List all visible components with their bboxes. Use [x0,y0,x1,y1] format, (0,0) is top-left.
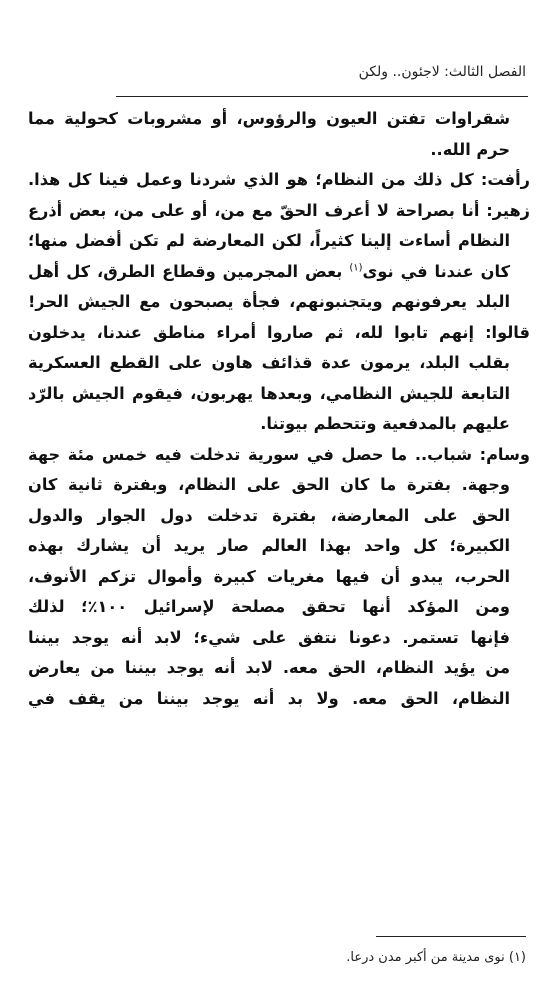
text-line: قالوا: إنهم تابوا لله، ثم صاروا أمراء مناطق عندنا، يدخلون [28,322,530,342]
header-rule [116,96,528,97]
text-line-with-footnote [28,257,530,288]
text-line: النظام أساءت إلينا كثيراً، لكن المعارضة لم تكن أفضل منها؛ [28,231,510,250]
text-line: ومن المؤكد أنها تحقق مصلحة لإسرائيل ١٠٠٪؛ لذلك [28,597,510,616]
text-line: وسام: شباب.. ما حصل في سورية تدخلت فيه خمس مئة جهة [28,444,530,464]
text-line: زهير: أنا بصراحة لا أعرف الحقّ مع من، أو على من، بعض أذرع [28,200,530,220]
footnote-rule [376,936,526,937]
text-line: فإنها تستمر. دعونا نتفق على شيء؛ لابد أنه يوجد بيننا [28,627,510,647]
text-line: حرم الله.. [430,139,510,159]
text-fragment: بعض المجرمين وقطاع الطرق، كل أهل [28,261,343,281]
text-line: الكبيرة؛ كل واحد بهذا العالم صار يريد أن يشارك بهذه [28,536,510,555]
text-line: الحرب، يبدو أن فيها مغريات كبيرة وأموال تزكم الأنوف، [28,566,510,586]
footnote: (١) نوى مدينة من أكبر مدن درعا. [346,950,526,965]
footnote-reference: (١) [349,262,363,274]
text-line: الحق على المعارضة، بفترة تدخلت دول الجوار والدول [28,505,510,525]
text-fragment: كان عندنا في نوى [362,261,510,281]
text-line: التابعة للجيش النظامي، وبعدها يهربون، فيقوم الجيش بالرّد [28,383,510,403]
text-line: النظام، الحق معه. ولا بد أنه يوجد بيننا من يقف في [28,688,510,708]
text-line: رأفت: كل ذلك من النظام؛ هو الذي شردنا وعمل فينا كل هذا. [28,170,530,189]
body-text [28,104,530,714]
text-line: البلد يعرفونهم ويتجنبونهم، فجأة يصبحون مع الجيش الحر! [28,292,510,311]
text-line: بقلب البلد، يرمون عدة قذائف هاون على القطع العسكرية [28,353,510,372]
text-line: شقراوات تفتن العيون والرؤوس، أو مشروبات كحولية مما [28,109,510,128]
text-line: من يؤيد النظام، الحق معه. لابد أنه يوجد بيننا من يعارض [28,658,510,677]
text-line: وجهة. بفترة ما كان الحق على النظام، وبفترة ثانية كان [28,475,510,494]
text-line: عليهم بالمدفعية وتتحطم بيوتنا. [260,414,510,433]
running-header: الفصل الثالث: لاجئون.. ولكن [358,64,526,80]
